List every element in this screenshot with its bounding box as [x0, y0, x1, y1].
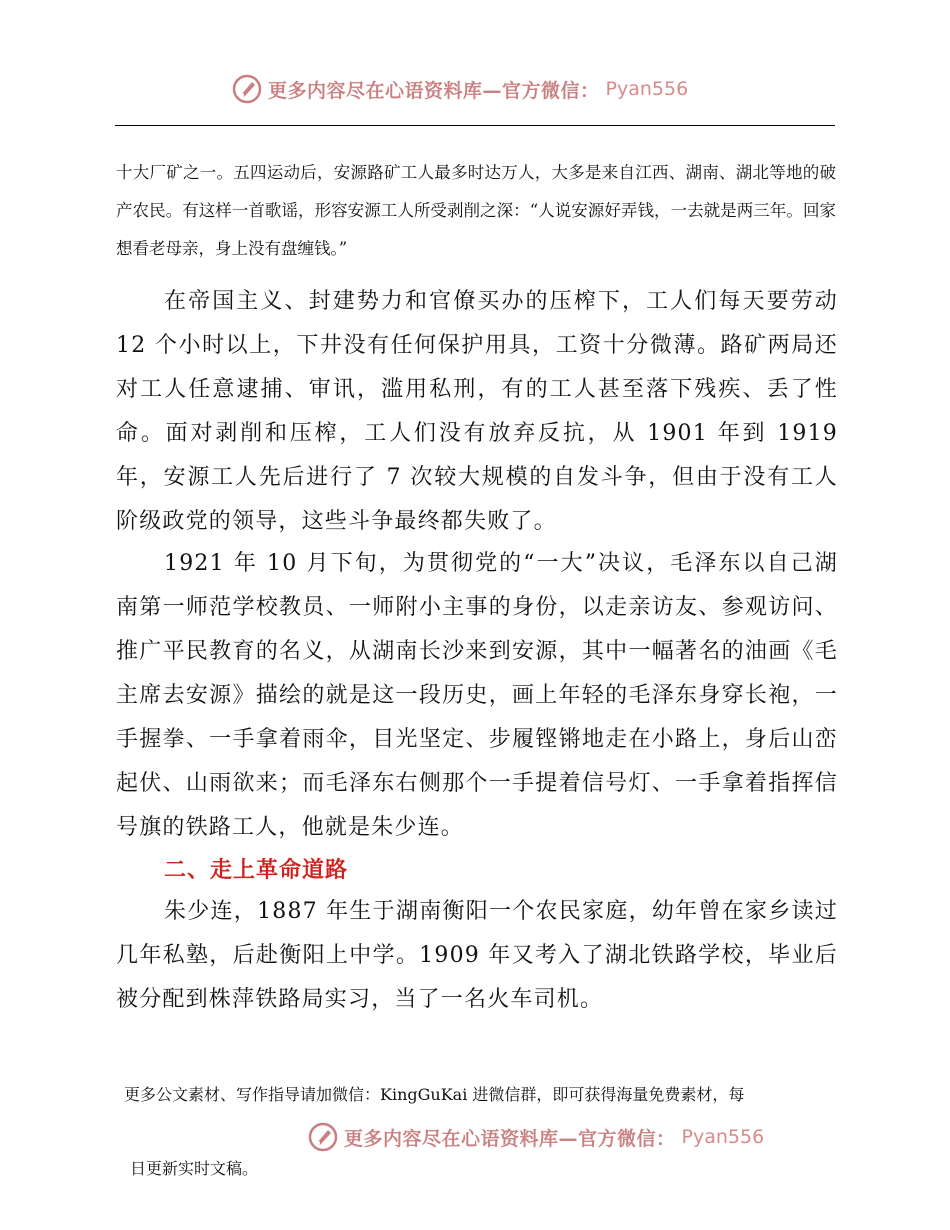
body-paragraph-1: 在帝国主义、封建势力和官僚买办的压榨下，工人们每天要劳动 12 个小时以上，下井没有任何保护用具，工资十分微薄。路矿两局还对工人任意逮捕、审讯，滥用私刑，有的工人甚至落下残疾、丢了性命。面对剥削和压榨，工人们没有放弃反抗，从 1901 年到 1919 年，安源工人先后进行了 7 次较大规模的自发斗争，但由于没有工人阶级政党的领导，这些斗争最终都失败了。	[116, 289, 838, 534]
watermark-text: 更多内容尽在心语资料库—官方微信：	[344, 1127, 676, 1150]
section-heading: 二、走上革命道路	[164, 858, 349, 883]
watermark-header	[232, 74, 688, 104]
watermark-wechat-id: Pyan556	[605, 78, 689, 100]
intro-paragraph: 十大厂矿之一。五四运动后，安源路矿工人最多时达万人，大多是来自江西、湖南、湖北等地的破产农民。有这样一首歌谣，形容安源工人所受剥削之深：“人说安源好弄钱，一去就是两三年。回家想看老母亲，身上没有盘缠钱。”	[116, 163, 836, 258]
watermark-wechat-id: Pyan556	[681, 1126, 765, 1148]
footer-line-2: 日更新实时文稿。	[130, 1159, 259, 1178]
header-divider	[115, 125, 835, 126]
watermark-text: 更多内容尽在心语资料库—官方微信：	[268, 79, 600, 102]
footer-line-1: 更多公文素材、写作指导请加微信：KingGuKai 进微信群，即可获得海量免费素材，每	[124, 1085, 745, 1104]
body-paragraph-2: 1921 年 10 月下旬，为贯彻党的“一大”决议，毛泽东以自己湖南第一师范学校教员、一师附小主事的身份，以走亲访友、参观访问、推广平民教育的名义，从湖南长沙来到安源，其中一幅著名的油画《毛主席去安源》描绘的就是这一段历史，画上年轻的毛泽东身穿长袍，一手握拳、一手拿着雨伞，目光坚定、步履铿锵地走在小路上，身后山峦起伏、山雨欲来；而毛泽东右侧那个一手提着信号灯、一手拿着指挥信号旗的铁路工人，他就是朱少连。	[116, 551, 838, 840]
pen-logo-icon	[308, 1122, 338, 1152]
section-paragraph: 朱少连，1887 年生于湖南衡阳一个农民家庭，幼年曾在家乡读过几年私塾，后赴衡阳上中学。1909 年又考入了湖北铁路学校，毕业后被分配到株萍铁路局实习，当了一名火车司机。	[116, 899, 838, 1012]
pen-logo-icon	[232, 74, 262, 104]
watermark-footer	[308, 1122, 764, 1152]
